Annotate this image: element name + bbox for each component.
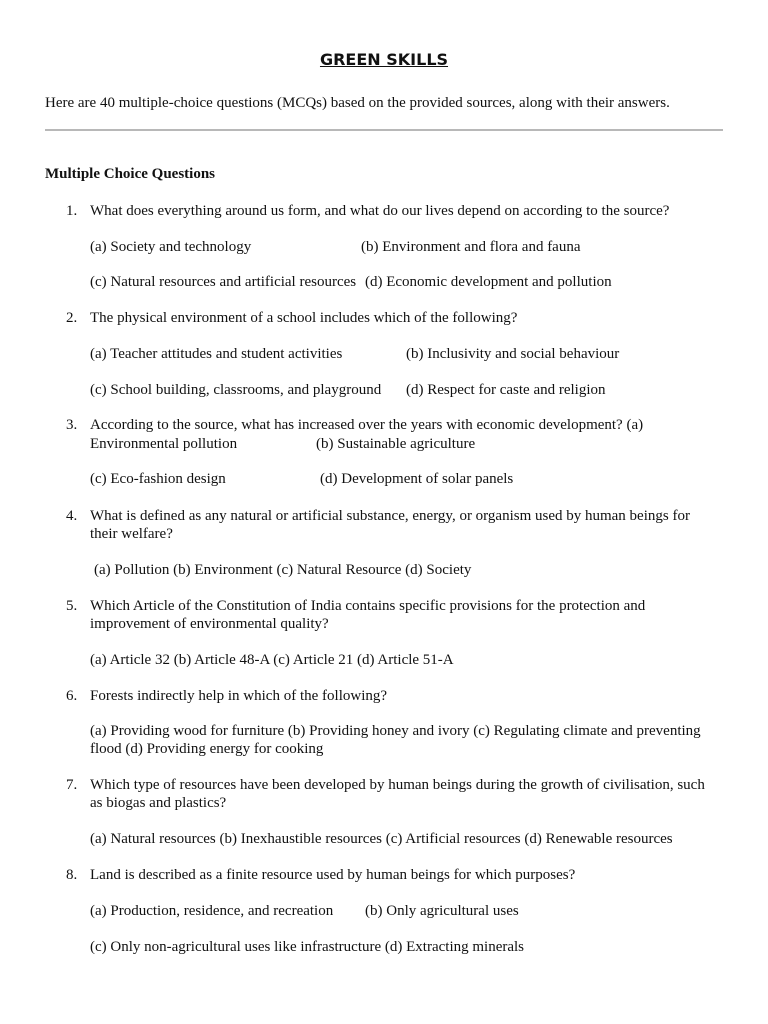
intro-paragraph: Here are 40 multiple-choice questions (MCQs) based on the provided sources, along with their answers.	[45, 95, 670, 111]
question-number: 3.	[66, 417, 78, 433]
options-line: (a) Pollution (b) Environment (c) Natural Resource (d) Society	[94, 562, 472, 578]
question-number: 1.	[66, 203, 78, 219]
option-b: (b) Inclusivity and social behaviour	[406, 346, 620, 362]
question-text: Which type of resources have been developed by human beings during the growth of civilisation, such as biogas and plastics?	[90, 777, 705, 811]
question-number: 5.	[66, 598, 78, 614]
option-a: (a) Society and technology	[90, 239, 252, 255]
option-c: (c) Eco-fashion design	[90, 471, 226, 487]
options-line: (a) Natural resources (b) Inexhaustible resources (c) Artificial resources (d) Renewable resources	[90, 831, 673, 847]
question-number: 6.	[66, 688, 78, 704]
question-number: 7.	[66, 777, 78, 793]
option-a: (a) Production, residence, and recreation	[90, 903, 334, 919]
options-line: (c) Only non-agricultural uses like infrastructure (d) Extracting minerals	[90, 939, 525, 955]
question-text: What is defined as any natural or artificial substance, energy, or organism used by human beings for their welfare?	[90, 508, 690, 542]
question-text: What does everything around us form, and what do our lives depend on according to the source?	[90, 203, 670, 219]
option-b: (b) Only agricultural uses	[365, 903, 519, 919]
option-b: (b) Sustainable agriculture	[316, 436, 476, 452]
option-c: (c) Natural resources and artificial resources	[90, 274, 357, 290]
option-d: (d) Respect for caste and religion	[406, 382, 606, 398]
section-heading: Multiple Choice Questions	[45, 166, 216, 182]
option-d: (d) Development of solar panels	[320, 471, 514, 487]
options-line: (a) Providing wood for furniture (b) Providing honey and ivory (c) Regulating climate and preventing flood (d) Providing energy for cooking	[90, 723, 701, 757]
question-text: According to the source, what has increased over the years with economic development? (a)	[90, 417, 644, 433]
question-text: Forests indirectly help in which of the following?	[90, 688, 388, 704]
question-number: 4.	[66, 508, 78, 524]
question-text: The physical environment of a school includes which of the following?	[90, 310, 518, 326]
question-text: Which Article of the Constitution of India contains specific provisions for the protection and improvement of environmental quality?	[90, 598, 646, 632]
options-line: (a) Article 32 (b) Article 48-A (c) Article 21 (d) Article 51-A	[90, 652, 454, 668]
horizontal-divider	[45, 129, 723, 131]
option-a: Environmental pollution	[90, 436, 238, 452]
question-number: 2.	[66, 310, 78, 326]
option-d: (d) Economic development and pollution	[365, 274, 612, 290]
option-c: (c) School building, classrooms, and playground	[90, 382, 382, 398]
question-text: Land is described as a finite resource used by human beings for which purposes?	[90, 867, 576, 883]
question-number: 8.	[66, 867, 78, 883]
document-title: GREEN SKILLS	[319, 50, 449, 69]
option-b: (b) Environment and flora and fauna	[361, 239, 581, 255]
option-a: (a) Teacher attitudes and student activities	[90, 346, 343, 362]
